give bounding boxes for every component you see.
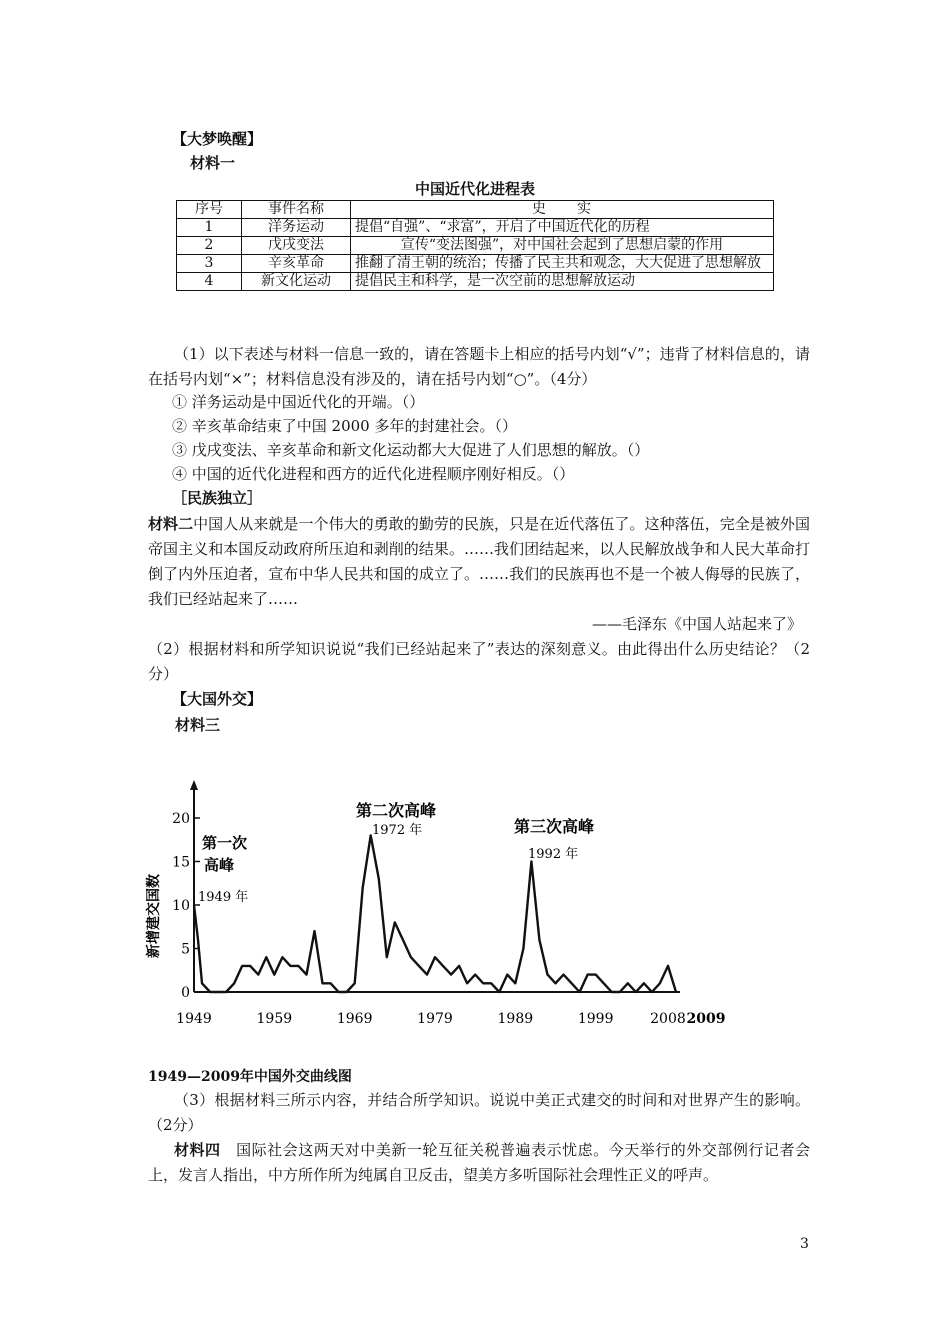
- x-tick-label: 1999: [577, 1011, 614, 1027]
- page-number: 3: [800, 1236, 809, 1252]
- peak3-label: 第三次高峰: [514, 817, 595, 836]
- peak3-year: 1992 年: [528, 847, 579, 862]
- q1-text: （1）以下表述与材料一信息一致的，请在答题卡上相应的括号内划“√”；违背了材料信息的，请在括号内划“×”；材料信息没有涉及的，请在括号内划“○”。（4分）: [148, 345, 810, 388]
- material2-label: 材料二: [148, 515, 194, 533]
- row-fact: 提倡“自强”、“求富”，开启了中国近代化的历程: [351, 219, 774, 237]
- x-tick-label: 1989: [497, 1011, 534, 1027]
- x-tick-label: 1979: [417, 1011, 453, 1027]
- q1-item-4: ④ 中国的近代化进程和西方的近代化进程顺序刚好相反。（）: [172, 465, 575, 483]
- peak-annotation-3: [514, 817, 594, 862]
- peak-annotation-1: [198, 834, 248, 905]
- peak1-label-a: 第一次: [202, 834, 248, 852]
- material1-label: 材料一: [190, 154, 236, 172]
- row-no: 4: [177, 273, 242, 291]
- row-fact: 推翻了清王朝的统治；传播了民主共和观念，大大促进了思想解放: [351, 255, 774, 273]
- diplomacy-line-chart: [140, 780, 740, 1040]
- x-tick-label: 2009: [686, 1011, 726, 1027]
- table-header-row: [177, 201, 774, 219]
- section2-heading: ［民族独立］: [172, 489, 263, 507]
- y-tick-label: 5: [181, 941, 190, 958]
- table-row: [177, 273, 774, 291]
- row-fact: 宣传“变法图强”，对中国社会起到了思想启蒙的作用: [351, 237, 774, 255]
- row-fact: 提倡民主和科学，是一次空前的思想解放运动: [351, 273, 774, 291]
- material4-label: 材料四: [174, 1141, 221, 1159]
- material2-source: ——毛泽东《中国人站起来了》: [591, 615, 802, 633]
- row-no: 3: [177, 255, 242, 273]
- y-tick-label: 15: [172, 854, 190, 871]
- y-ticks: [172, 811, 200, 1001]
- x-ticks: [176, 1011, 725, 1027]
- q1-item-1: ① 洋务运动是中国近代化的开端。（）: [172, 393, 425, 411]
- x-tick-label: 1969: [336, 1011, 373, 1027]
- row-event: 戊戌变法: [242, 237, 351, 255]
- header-event: 事件名称: [242, 201, 351, 219]
- x-tick-label: 2008: [650, 1011, 686, 1027]
- section3-heading: 【大国外交】: [172, 690, 263, 708]
- series-line: [194, 835, 676, 992]
- y-tick-label: 20: [172, 811, 190, 827]
- section1-heading: 【大梦唤醒】: [172, 130, 263, 148]
- chart-title: 1949—2009年中国外交曲线图: [148, 1069, 352, 1085]
- material2-text: 中国人从来就是一个伟大的勇敢的勤劳的民族，只是在近代落伍了。这种落伍，完全是被外国帝国主义和本国反动政府所压迫和剥削的结果。……我们团结起来，以人民解放战争和人民大革命打倒了内外压迫者，宣布中华人民共和国的成立了。……我们的民族再也不是一个被人侮辱的民族了，我们已经站起来了……: [148, 515, 810, 608]
- y-tick-label: 10: [172, 898, 190, 914]
- y-axis-arrow: [190, 780, 198, 790]
- y-axis-label: 新增建交国数: [146, 874, 162, 958]
- row-no: 2: [177, 237, 242, 255]
- table-title: 中国近代化进程表: [414, 180, 535, 198]
- material4: [148, 1138, 810, 1188]
- q2-text: （2）根据材料和所学知识说说“我们已经站起来了”表达的深刻意义。由此得出什么历史结论？（2分）: [148, 640, 810, 683]
- material4-text: 国际社会这两天对中美新一轮互征关税普遍表示忧虑。今天举行的外交部例行记者会上，发言人指出，中方所作所为纯属自卫反击，望美方多听国际社会理性正义的呼声。: [148, 1141, 810, 1184]
- peak2-label: 第二次高峰: [356, 801, 437, 820]
- row-event: 辛亥革命: [242, 255, 351, 273]
- material2: [148, 512, 810, 612]
- row-no: 1: [177, 219, 242, 237]
- header-fact: 史 实: [351, 201, 774, 219]
- table-row: [177, 255, 774, 273]
- q1-item-3: ③ 戊戌变法、辛亥革命和新文化运动都大大促进了人们思想的解放。（）: [172, 441, 650, 459]
- progress-table: [176, 200, 774, 291]
- x-tick-label: 1949: [176, 1011, 212, 1027]
- peak1-label-b: 高峰: [204, 856, 235, 874]
- peak-annotation-2: [356, 801, 436, 838]
- peak2-year: 1972 年: [372, 823, 423, 838]
- q3-text: （3）根据材料三所示内容，并结合所学知识。说说中美正式建交的时间和对世界产生的影响。（2分）: [148, 1091, 810, 1134]
- header-no: 序号: [177, 201, 242, 219]
- peak1-year: 1949 年: [198, 890, 249, 905]
- row-event: 洋务运动: [242, 219, 351, 237]
- x-tick-label: 1959: [256, 1011, 293, 1027]
- y-tick-label: 0: [181, 985, 190, 1001]
- material3-label: 材料三: [175, 716, 221, 734]
- q1-item-2: ② 辛亥革命结束了中国 2000 多年的封建社会。（）: [172, 417, 517, 435]
- table-row: [177, 219, 774, 237]
- table-row: [177, 237, 774, 255]
- row-event: 新文化运动: [242, 273, 351, 291]
